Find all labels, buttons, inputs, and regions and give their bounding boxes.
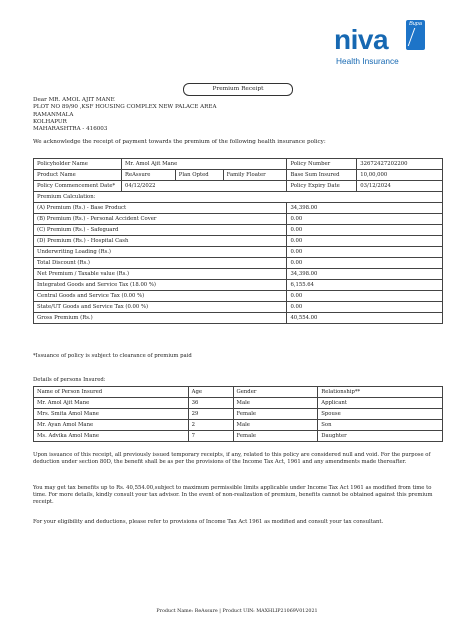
premium-row-label: Net Premium / Taxable value (Rs.) xyxy=(34,269,287,280)
insured-age: 36 xyxy=(188,398,233,409)
premium-row-value: 0.00 xyxy=(287,302,443,313)
brand-logo xyxy=(334,20,424,72)
premium-row-value: 0.00 xyxy=(287,225,443,236)
brand-name: niva xyxy=(334,24,389,55)
sum-insured-value: 10,00,000 xyxy=(357,170,443,181)
salutation: Dear MR. AMOL AJIT MANE xyxy=(33,97,115,103)
premium-row xyxy=(34,269,443,280)
insured-gender: Male xyxy=(233,420,318,431)
address-line-2: RAMANMALA xyxy=(33,111,74,118)
table-row xyxy=(34,170,443,181)
acknowledgement-text: We acknowledge the receipt of payment towards the premium of the following health insurance policy: xyxy=(33,139,326,145)
premium-row-label: (C) Premium (Rs.) - Safeguard xyxy=(34,225,287,236)
insured-heading: Details of persons Insured: xyxy=(33,377,106,383)
insured-name: Ms. Advika Amol Mane xyxy=(34,431,189,442)
premium-row xyxy=(34,302,443,313)
policy-number-label: Policy Number xyxy=(287,159,357,170)
premium-row-label: (D) Premium (Rs.) - Hospital Cash xyxy=(34,236,287,247)
product-label: Product Name xyxy=(34,170,122,181)
page-title: Premium Receipt xyxy=(183,83,293,96)
premium-row xyxy=(34,291,443,302)
column-header: Relationship** xyxy=(318,387,443,398)
expiry-label: Policy Expiry Date xyxy=(287,181,357,192)
insured-relationship: Applicant xyxy=(318,398,443,409)
address-line-4: MAHARASHTRA - 416003 xyxy=(33,126,108,133)
policy-table xyxy=(33,158,443,324)
insured-relationship: Daughter xyxy=(318,431,443,442)
plan-label: Plan Opted xyxy=(175,170,223,181)
premium-row xyxy=(34,247,443,258)
sum-insured-label: Base Sum Insured xyxy=(287,170,357,181)
premium-row-value: 0.00 xyxy=(287,214,443,225)
commencement-value: 04/12/2022 xyxy=(121,181,286,192)
tax-benefit-paragraph: You may get tax benefits up to Rs. 40,554.00,subject to maximum permissible limits applicable under Income Tax Act 1961 as modified from time to time. For more details, kindly consult your tax advisor. In the event of non-realization of premium, benefits cannot be obtained against this premium receipt. xyxy=(33,485,433,505)
badge-mark xyxy=(408,28,425,46)
column-header: Age xyxy=(188,387,233,398)
premium-row xyxy=(34,236,443,247)
table-row xyxy=(34,181,443,192)
premium-row-value: 0.00 xyxy=(287,258,443,269)
premium-row-label: Integrated Goods and Service Tax (18.00 %) xyxy=(34,280,287,291)
policy-number-value: 32672427202200 xyxy=(357,159,443,170)
column-header: Gender xyxy=(233,387,318,398)
table-row xyxy=(34,159,443,170)
plan-value: Family Floater xyxy=(223,170,287,181)
receipt-validity-paragraph: Upon issuance of this receipt, all previously issued temporary receipts, if any, related to this policy are considered null and void. For the purpose of deduction under section 80D, the benefit shall be as per the provisions of the Income Tax Act, 1961 and any amendments made thereafter. xyxy=(33,452,431,465)
premium-row-value: 0.00 xyxy=(287,247,443,258)
policyholder-value: Mr. Amol Ajit Mane xyxy=(121,159,286,170)
premium-row-label: Gross Premium (Rs.) xyxy=(34,313,287,324)
premium-row-label: (B) Premium (Rs.) - Personal Accident Cover xyxy=(34,214,287,225)
bupa-badge-icon xyxy=(406,20,425,50)
insured-age: 2 xyxy=(188,420,233,431)
insured-relationship: Spouse xyxy=(318,409,443,420)
premium-row-value: 40,554.00 xyxy=(287,313,443,324)
insured-name: Mrs. Smita Amol Mane xyxy=(34,409,189,420)
premium-row xyxy=(34,313,443,324)
premium-row xyxy=(34,225,443,236)
table-row xyxy=(34,431,443,442)
premium-row xyxy=(34,214,443,225)
premium-heading: Premium Calculation: xyxy=(34,192,443,203)
insured-age: 29 xyxy=(188,409,233,420)
product-value: ReAssure xyxy=(121,170,175,181)
address-line-1: PLOT NO 89/90 ,KSF HOUSING COMPLEX NEW PALACE AREA xyxy=(33,104,217,111)
premium-row-value: 0.00 xyxy=(287,291,443,302)
premium-row xyxy=(34,203,443,214)
premium-row-label: Underwriting Loading (Rs.) xyxy=(34,247,287,258)
insured-table xyxy=(33,386,443,442)
insured-age: 7 xyxy=(188,431,233,442)
premium-row-label: (A) Premium (Rs.) - Base Product xyxy=(34,203,287,214)
insured-gender: Male xyxy=(233,398,318,409)
table-header-row xyxy=(34,387,443,398)
column-header: Name of Person Insured xyxy=(34,387,189,398)
insured-relationship: Son xyxy=(318,420,443,431)
commencement-label: Policy Commencement Date* xyxy=(34,181,122,192)
premium-row-label: Central Goods and Service Tax (0.00 %) xyxy=(34,291,287,302)
expiry-value: 03/12/2024 xyxy=(357,181,443,192)
table-row xyxy=(34,420,443,431)
premium-row xyxy=(34,258,443,269)
table-row xyxy=(34,409,443,420)
insured-gender: Female xyxy=(233,431,318,442)
premium-row-label: Total Discount (Rs.) xyxy=(34,258,287,269)
badge-text: Bupa xyxy=(409,21,422,27)
premium-row-value: 0.00 xyxy=(287,236,443,247)
premium-note: *Issuance of policy is subject to clearance of premium paid xyxy=(33,353,192,359)
premium-row xyxy=(34,280,443,291)
insured-name: Mr. Amol Ajit Mane xyxy=(34,398,189,409)
table-row xyxy=(34,192,443,203)
table-row xyxy=(34,398,443,409)
premium-row-value: 6,155.64 xyxy=(287,280,443,291)
address-block xyxy=(33,97,217,133)
premium-row-value: 34,398.00 xyxy=(287,269,443,280)
insured-name: Mr. Ayan Amol Mane xyxy=(34,420,189,431)
footer-product-info: Product Name: ReAssure | Product UIN: MAXHLIP21069V012021 xyxy=(156,609,318,614)
policyholder-label: Policyholder Name xyxy=(34,159,122,170)
address-line-3: KOLHAPUR xyxy=(33,118,67,125)
eligibility-paragraph: For your eligibility and deductions, please refer to provisions of Income Tax Act 1961 as modified and consult your tax consultant. xyxy=(33,519,384,525)
premium-row-label: State/UT Goods and Service Tax (0.00 %) xyxy=(34,302,287,313)
premium-row-value: 34,398.00 xyxy=(287,203,443,214)
insured-gender: Female xyxy=(233,409,318,420)
brand-tagline: Health Insurance xyxy=(336,56,399,66)
